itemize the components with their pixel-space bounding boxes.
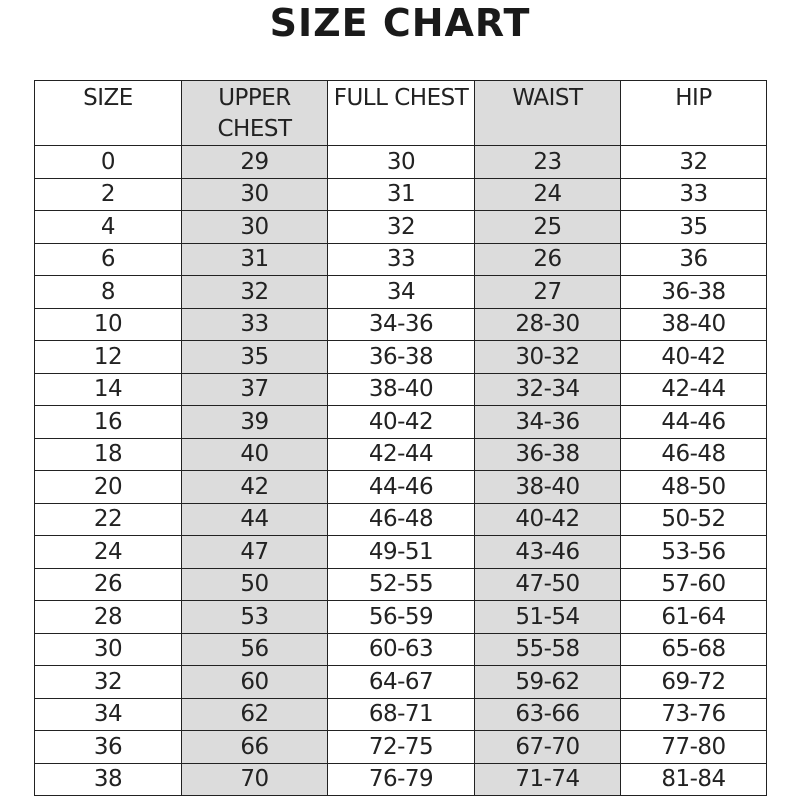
cell-hip: 77-80: [621, 731, 767, 764]
cell-upper-chest: 62: [182, 698, 328, 731]
table-row: [35, 633, 767, 666]
cell-full-chest: 34: [328, 276, 475, 309]
cell-upper-chest: 56: [182, 633, 328, 666]
cell-upper-chest: 66: [182, 731, 328, 764]
table-body: [35, 146, 767, 796]
cell-size: 22: [35, 503, 182, 536]
column-header-upper-chest: UPPER CHEST: [182, 81, 328, 146]
cell-full-chest: 44-46: [328, 471, 475, 504]
cell-hip: 36-38: [621, 276, 767, 309]
cell-full-chest: 42-44: [328, 438, 475, 471]
cell-hip: 36: [621, 243, 767, 276]
table-row: [35, 406, 767, 439]
cell-full-chest: 56-59: [328, 601, 475, 634]
cell-waist: 43-46: [475, 536, 621, 569]
table-row: [35, 568, 767, 601]
column-header-size: SIZE: [35, 81, 182, 146]
cell-size: 38: [35, 763, 182, 796]
cell-full-chest: 52-55: [328, 568, 475, 601]
cell-waist: 36-38: [475, 438, 621, 471]
cell-size: 28: [35, 601, 182, 634]
cell-size: 16: [35, 406, 182, 439]
cell-size: 20: [35, 471, 182, 504]
cell-full-chest: 76-79: [328, 763, 475, 796]
cell-hip: 38-40: [621, 308, 767, 341]
cell-hip: 69-72: [621, 666, 767, 699]
cell-waist: 71-74: [475, 763, 621, 796]
cell-upper-chest: 40: [182, 438, 328, 471]
cell-full-chest: 60-63: [328, 633, 475, 666]
cell-upper-chest: 50: [182, 568, 328, 601]
cell-full-chest: 36-38: [328, 341, 475, 374]
cell-full-chest: 64-67: [328, 666, 475, 699]
cell-full-chest: 31: [328, 178, 475, 211]
cell-full-chest: 32: [328, 211, 475, 244]
cell-upper-chest: 39: [182, 406, 328, 439]
cell-full-chest: 72-75: [328, 731, 475, 764]
cell-waist: 30-32: [475, 341, 621, 374]
cell-hip: 65-68: [621, 633, 767, 666]
cell-upper-chest: 33: [182, 308, 328, 341]
cell-waist: 55-58: [475, 633, 621, 666]
cell-waist: 59-62: [475, 666, 621, 699]
table-row: [35, 308, 767, 341]
cell-hip: 42-44: [621, 373, 767, 406]
table-row: [35, 373, 767, 406]
cell-full-chest: 33: [328, 243, 475, 276]
cell-hip: 53-56: [621, 536, 767, 569]
table-row: [35, 243, 767, 276]
cell-waist: 47-50: [475, 568, 621, 601]
table-row: [35, 503, 767, 536]
cell-hip: 73-76: [621, 698, 767, 731]
cell-waist: 38-40: [475, 471, 621, 504]
cell-waist: 51-54: [475, 601, 621, 634]
cell-size: 14: [35, 373, 182, 406]
cell-waist: 23: [475, 146, 621, 179]
table-row: [35, 601, 767, 634]
cell-size: 30: [35, 633, 182, 666]
cell-upper-chest: 70: [182, 763, 328, 796]
cell-full-chest: 46-48: [328, 503, 475, 536]
table-row: [35, 438, 767, 471]
table-row: [35, 178, 767, 211]
table-row: [35, 211, 767, 244]
table-row: [35, 341, 767, 374]
column-header-waist: WAIST: [475, 81, 621, 146]
cell-hip: 33: [621, 178, 767, 211]
cell-size: 6: [35, 243, 182, 276]
cell-size: 24: [35, 536, 182, 569]
cell-hip: 81-84: [621, 763, 767, 796]
column-header-full-chest: FULL CHEST: [328, 81, 475, 146]
cell-size: 18: [35, 438, 182, 471]
cell-upper-chest: 47: [182, 536, 328, 569]
cell-upper-chest: 60: [182, 666, 328, 699]
cell-hip: 48-50: [621, 471, 767, 504]
cell-waist: 40-42: [475, 503, 621, 536]
cell-upper-chest: 35: [182, 341, 328, 374]
cell-upper-chest: 53: [182, 601, 328, 634]
cell-upper-chest: 32: [182, 276, 328, 309]
size-chart-table: [34, 80, 767, 796]
cell-upper-chest: 37: [182, 373, 328, 406]
cell-hip: 40-42: [621, 341, 767, 374]
cell-upper-chest: 44: [182, 503, 328, 536]
cell-size: 10: [35, 308, 182, 341]
table-row: [35, 471, 767, 504]
table-row: [35, 666, 767, 699]
cell-waist: 67-70: [475, 731, 621, 764]
cell-waist: 28-30: [475, 308, 621, 341]
cell-size: 0: [35, 146, 182, 179]
cell-waist: 24: [475, 178, 621, 211]
cell-size: 8: [35, 276, 182, 309]
cell-hip: 61-64: [621, 601, 767, 634]
cell-full-chest: 40-42: [328, 406, 475, 439]
cell-upper-chest: 30: [182, 178, 328, 211]
table-row: [35, 276, 767, 309]
cell-waist: 63-66: [475, 698, 621, 731]
cell-size: 12: [35, 341, 182, 374]
table-row: [35, 698, 767, 731]
cell-upper-chest: 42: [182, 471, 328, 504]
cell-full-chest: 49-51: [328, 536, 475, 569]
cell-full-chest: 68-71: [328, 698, 475, 731]
cell-size: 34: [35, 698, 182, 731]
table-header-row: [35, 81, 767, 146]
cell-full-chest: 34-36: [328, 308, 475, 341]
page-title: SIZE CHART: [269, 1, 531, 45]
cell-waist: 26: [475, 243, 621, 276]
cell-upper-chest: 31: [182, 243, 328, 276]
cell-waist: 27: [475, 276, 621, 309]
cell-hip: 35: [621, 211, 767, 244]
cell-size: 26: [35, 568, 182, 601]
cell-hip: 32: [621, 146, 767, 179]
cell-hip: 46-48: [621, 438, 767, 471]
table-row: [35, 763, 767, 796]
cell-size: 4: [35, 211, 182, 244]
cell-upper-chest: 30: [182, 211, 328, 244]
cell-waist: 34-36: [475, 406, 621, 439]
cell-waist: 32-34: [475, 373, 621, 406]
cell-upper-chest: 29: [182, 146, 328, 179]
cell-full-chest: 30: [328, 146, 475, 179]
table-row: [35, 731, 767, 764]
cell-full-chest: 38-40: [328, 373, 475, 406]
cell-size: 32: [35, 666, 182, 699]
cell-size: 36: [35, 731, 182, 764]
cell-waist: 25: [475, 211, 621, 244]
table-row: [35, 146, 767, 179]
cell-hip: 44-46: [621, 406, 767, 439]
cell-hip: 50-52: [621, 503, 767, 536]
cell-size: 2: [35, 178, 182, 211]
table-row: [35, 536, 767, 569]
column-header-hip: HIP: [621, 81, 767, 146]
cell-hip: 57-60: [621, 568, 767, 601]
